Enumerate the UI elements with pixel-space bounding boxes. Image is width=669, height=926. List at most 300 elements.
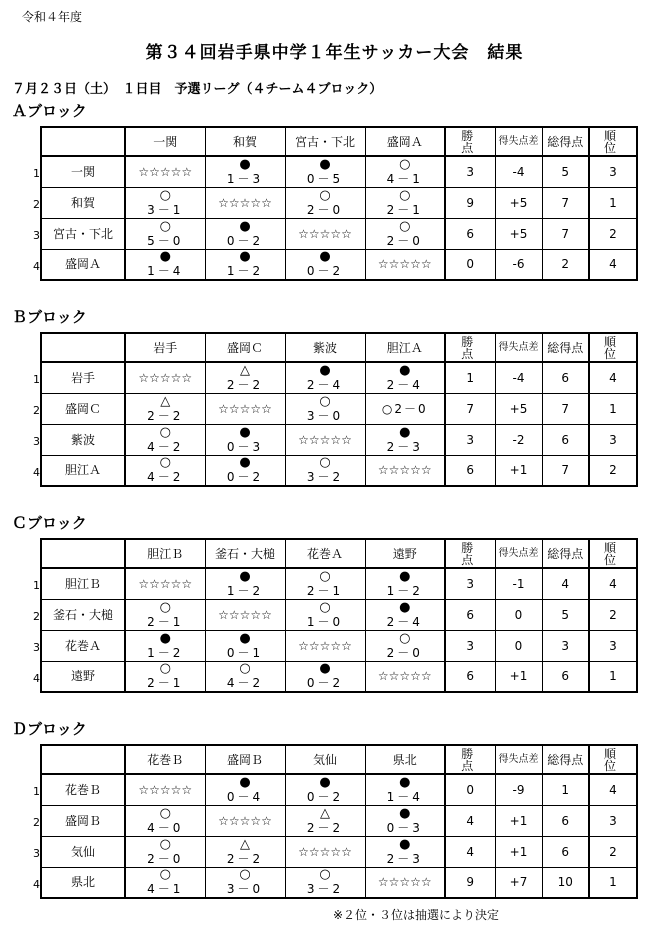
draw-mark: △ — [320, 805, 330, 821]
loss-mark: ● — [239, 156, 251, 172]
opponent-header: 和賀 — [205, 127, 285, 156]
match-score: 0－4 — [226, 789, 264, 804]
loss-mark: ● — [159, 630, 171, 646]
points-value: 0 — [445, 774, 495, 805]
match-score: 3－1 — [147, 202, 184, 217]
match-result-cell — [365, 424, 445, 455]
points-value: 6 — [445, 599, 495, 630]
rank-value: 1 — [589, 187, 637, 218]
goal-diff-value: +1 — [495, 661, 542, 692]
loss-mark: ● — [239, 455, 251, 471]
row-number: 3 — [33, 435, 40, 448]
points-value: 3 — [445, 424, 495, 455]
table-header-row — [41, 745, 637, 774]
opponent-header: 遠野 — [365, 539, 445, 568]
opponent-header: 釜石・大槌 — [205, 539, 285, 568]
self-mark: ☆☆☆☆☆ — [298, 844, 352, 859]
match-score: 5－0 — [147, 233, 184, 248]
corner-cell — [41, 333, 125, 362]
row-number: 3 — [33, 229, 40, 242]
points-value: 9 — [445, 187, 495, 218]
opponent-header: 胆江Ａ — [365, 333, 445, 362]
table-row — [41, 187, 637, 218]
opponent-header: 紫波 — [285, 333, 365, 362]
rank-header: 順 位 — [589, 127, 637, 156]
self-mark: ☆☆☆☆☆ — [138, 370, 193, 385]
self-match-cell — [205, 805, 285, 836]
goal-diff-value: +5 — [495, 218, 542, 249]
table-row — [41, 393, 637, 424]
row-number: 1 — [33, 167, 40, 180]
row-number: 1 — [33, 373, 40, 386]
win-mark: ○ — [159, 187, 171, 203]
goals-for-value: 6 — [542, 661, 589, 692]
draw-mark: △ — [240, 362, 250, 378]
row-number: 2 — [33, 198, 40, 211]
goal-diff-header: 得失点差 — [495, 539, 542, 568]
match-score: 4－2 — [147, 470, 184, 485]
goal-diff-value: +5 — [495, 393, 542, 424]
match-score: 1－4 — [386, 789, 423, 804]
block-results-table — [40, 538, 641, 693]
match-result-cell — [285, 599, 365, 630]
points-header: 勝 点 — [445, 127, 495, 156]
page-title: 第３４回岩手県中学１年生サッカー大会 結果 — [145, 43, 524, 63]
opponent-header: 気仙 — [285, 745, 365, 774]
table-row — [41, 455, 637, 486]
rank-value: 2 — [589, 218, 637, 249]
loss-mark: ● — [399, 362, 411, 378]
goal-diff-value: -6 — [495, 249, 542, 280]
loss-mark: ● — [239, 568, 251, 584]
win-mark: ○ — [159, 661, 171, 677]
goals-for-value: 7 — [542, 393, 589, 424]
rank-value: 3 — [589, 424, 637, 455]
row-number: 4 — [33, 672, 40, 685]
win-mark: ○ — [319, 393, 331, 409]
win-mark: ○ — [159, 867, 171, 883]
self-match-cell — [125, 156, 205, 187]
loss-mark: ● — [239, 249, 251, 265]
win-mark: ○ — [319, 187, 331, 203]
table-row — [41, 805, 637, 836]
goals-for-value: 5 — [542, 156, 589, 187]
rank-value: 4 — [589, 774, 637, 805]
self-mark: ☆☆☆☆☆ — [377, 669, 432, 684]
goals-for-value: 10 — [542, 867, 589, 898]
goals-for-header: 総得点 — [542, 745, 589, 774]
match-result-cell — [365, 218, 445, 249]
match-result-cell — [205, 218, 285, 249]
match-score: 2－2 — [226, 851, 264, 866]
row-number: 2 — [33, 610, 40, 623]
team-name: 和賀 — [41, 187, 125, 218]
match-score: 4－2 — [226, 676, 264, 691]
table-row — [41, 599, 637, 630]
loss-mark: ● — [159, 249, 171, 265]
match-score: 1－0 — [306, 614, 344, 629]
match-result-cell — [205, 661, 285, 692]
rank-value: 1 — [589, 867, 637, 898]
goals-for-value: 7 — [542, 455, 589, 486]
goals-for-header: 総得点 — [542, 127, 589, 156]
match-score: 2－0 — [386, 645, 423, 660]
row-number: 4 — [33, 260, 40, 273]
self-mark: ☆☆☆☆☆ — [298, 432, 352, 447]
opponent-header: 県北 — [365, 745, 445, 774]
match-result-cell — [205, 156, 285, 187]
match-score: 0－3 — [226, 439, 264, 454]
table-row — [41, 774, 637, 805]
match-score: 1－2 — [147, 645, 184, 660]
match-result-cell — [365, 393, 445, 424]
points-value: 6 — [445, 661, 495, 692]
self-match-cell — [285, 218, 365, 249]
match-score: 1－3 — [226, 171, 264, 186]
self-match-cell — [125, 362, 205, 393]
goals-for-value: 1 — [542, 774, 589, 805]
rank-value: 4 — [589, 362, 637, 393]
match-result-cell — [125, 249, 205, 280]
opponent-header: 胆江Ｂ — [125, 539, 205, 568]
match-score: 2－4 — [386, 614, 423, 629]
match-result-cell — [125, 661, 205, 692]
self-match-cell — [205, 393, 285, 424]
match-score: 2－1 — [147, 614, 184, 629]
row-number: 1 — [33, 579, 40, 592]
opponent-header: 宮古・下北 — [285, 127, 365, 156]
goal-diff-value: -9 — [495, 774, 542, 805]
match-score: 2－1 — [147, 676, 184, 691]
match-result-cell — [285, 362, 365, 393]
opponent-header: 盛岡Ａ — [365, 127, 445, 156]
match-result-cell — [125, 424, 205, 455]
rank-value: 2 — [589, 455, 637, 486]
loss-mark: ● — [399, 424, 411, 440]
goal-diff-value: +1 — [495, 836, 542, 867]
block-results-table — [40, 332, 641, 487]
self-mark: ☆☆☆☆☆ — [377, 257, 432, 272]
match-score: 0－5 — [306, 171, 344, 186]
points-header: 勝 点 — [445, 539, 495, 568]
goal-diff-value: -4 — [495, 156, 542, 187]
rank-value: 1 — [589, 661, 637, 692]
self-match-cell — [365, 867, 445, 898]
goals-for-value: 2 — [542, 249, 589, 280]
win-mark: ○ — [159, 424, 171, 440]
win-mark: ○ — [159, 599, 171, 615]
match-result-cell — [365, 630, 445, 661]
row-number: 4 — [33, 878, 40, 891]
table-row — [41, 568, 637, 599]
loss-mark: ● — [399, 774, 411, 790]
match-score: 2－2 — [306, 820, 344, 835]
win-mark: ○ — [159, 455, 171, 471]
table-row — [41, 218, 637, 249]
goal-diff-value: -1 — [495, 568, 542, 599]
self-match-cell — [125, 774, 205, 805]
match-score: 4－1 — [147, 882, 184, 897]
team-name: 一関 — [41, 156, 125, 187]
match-result-inline: ○2－0 — [381, 401, 428, 416]
table-row — [41, 249, 637, 280]
win-mark: ○ — [399, 156, 411, 172]
self-mark: ☆☆☆☆☆ — [298, 226, 352, 241]
loss-mark: ● — [319, 661, 331, 677]
match-score: 4－0 — [147, 820, 184, 835]
self-mark: ☆☆☆☆☆ — [138, 576, 193, 591]
self-mark: ☆☆☆☆☆ — [218, 813, 272, 828]
rank-value: 2 — [589, 599, 637, 630]
loss-mark: ● — [399, 836, 411, 852]
team-name: 盛岡Ｃ — [41, 393, 125, 424]
loss-mark: ● — [239, 630, 251, 646]
win-mark: ○ — [319, 867, 331, 883]
match-score: 0－2 — [306, 676, 344, 691]
goal-diff-value: +5 — [495, 187, 542, 218]
match-score: 1－2 — [226, 583, 264, 598]
tiebreak-note: ※２位・３位は抽選により決定 — [333, 908, 500, 922]
self-match-cell — [205, 187, 285, 218]
row-number: 2 — [33, 816, 40, 829]
self-match-cell — [285, 424, 365, 455]
win-mark: ○ — [399, 630, 411, 646]
team-name: 宮古・下北 — [41, 218, 125, 249]
match-result-cell — [205, 867, 285, 898]
team-name: 胆江Ａ — [41, 455, 125, 486]
block-results-table — [40, 126, 641, 281]
match-score: 4－2 — [147, 439, 184, 454]
goal-diff-value: +1 — [495, 455, 542, 486]
match-result-cell — [285, 156, 365, 187]
match-result-cell — [285, 661, 365, 692]
match-score: 2－0 — [306, 202, 344, 217]
block-heading: Ｄブロック — [12, 720, 87, 738]
win-mark: ○ — [319, 455, 331, 471]
win-mark: ○ — [399, 218, 411, 234]
goal-diff-value: 0 — [495, 630, 542, 661]
match-result-cell — [205, 836, 285, 867]
win-mark: ○ — [239, 867, 251, 883]
goals-for-value: 4 — [542, 568, 589, 599]
win-mark: ○ — [159, 836, 171, 852]
match-result-cell — [365, 362, 445, 393]
match-result-cell — [125, 455, 205, 486]
self-match-cell — [125, 568, 205, 599]
self-mark: ☆☆☆☆☆ — [218, 195, 272, 210]
loss-mark: ● — [319, 249, 331, 265]
loss-mark: ● — [399, 599, 411, 615]
match-result-cell — [365, 836, 445, 867]
row-number: 4 — [33, 466, 40, 479]
opponent-header: 花巻Ｂ — [125, 745, 205, 774]
loss-mark: ● — [239, 424, 251, 440]
match-score: 0－2 — [306, 789, 344, 804]
team-name: 花巻Ｂ — [41, 774, 125, 805]
points-value: 4 — [445, 836, 495, 867]
match-score: 0－2 — [306, 264, 344, 279]
win-mark: ○ — [319, 568, 331, 584]
match-result-cell — [205, 774, 285, 805]
goal-diff-value: +1 — [495, 805, 542, 836]
match-result-cell — [285, 774, 365, 805]
loss-mark: ● — [319, 774, 331, 790]
match-score: 3－0 — [306, 408, 344, 423]
self-mark: ☆☆☆☆☆ — [218, 401, 272, 416]
match-result-cell — [365, 187, 445, 218]
rank-value: 3 — [589, 630, 637, 661]
goal-diff-header: 得失点差 — [495, 127, 542, 156]
table-row — [41, 661, 637, 692]
match-result-cell — [125, 867, 205, 898]
rank-value: 1 — [589, 393, 637, 424]
self-match-cell — [365, 249, 445, 280]
block-heading: Ｂブロック — [12, 308, 87, 326]
match-score: 1－4 — [147, 264, 184, 279]
opponent-header: 盛岡Ｂ — [205, 745, 285, 774]
self-match-cell — [365, 455, 445, 486]
match-score: 2－2 — [226, 377, 264, 392]
round-subtitle: ７月２３日（土） １日目 予選リーグ（４チーム４ブロック） — [12, 82, 383, 97]
goal-diff-value: +7 — [495, 867, 542, 898]
match-score: 2－4 — [386, 377, 423, 392]
match-result-cell — [285, 187, 365, 218]
goals-for-value: 5 — [542, 599, 589, 630]
self-match-cell — [285, 836, 365, 867]
match-score: 1－2 — [226, 264, 264, 279]
match-result-cell — [285, 393, 365, 424]
match-result-cell — [125, 187, 205, 218]
match-result-cell — [285, 568, 365, 599]
opponent-header: 一関 — [125, 127, 205, 156]
match-result-cell — [125, 599, 205, 630]
rank-header: 順 位 — [589, 539, 637, 568]
rank-header: 順 位 — [589, 333, 637, 362]
points-value: 3 — [445, 630, 495, 661]
table-row — [41, 630, 637, 661]
loss-mark: ● — [239, 218, 251, 234]
win-mark: ○ — [239, 661, 251, 677]
match-result-cell — [205, 249, 285, 280]
goal-diff-value: 0 — [495, 599, 542, 630]
points-value: 3 — [445, 156, 495, 187]
rank-value: 3 — [589, 156, 637, 187]
match-result-cell — [205, 424, 285, 455]
table-row — [41, 156, 637, 187]
points-value: 7 — [445, 393, 495, 424]
match-result-cell — [365, 156, 445, 187]
match-result-cell — [365, 774, 445, 805]
loss-mark: ● — [319, 156, 331, 172]
rank-value: 3 — [589, 805, 637, 836]
loss-mark: ● — [399, 568, 411, 584]
match-score: 4－1 — [386, 171, 423, 186]
goal-diff-value: -4 — [495, 362, 542, 393]
table-header-row — [41, 333, 637, 362]
win-mark: ○ — [159, 805, 171, 821]
table-row — [41, 424, 637, 455]
draw-mark: △ — [240, 836, 250, 852]
team-name: 岩手 — [41, 362, 125, 393]
win-mark: ○ — [319, 599, 331, 615]
team-name: 盛岡Ａ — [41, 249, 125, 280]
team-name: 県北 — [41, 867, 125, 898]
match-result-cell — [125, 393, 205, 424]
row-number: 3 — [33, 641, 40, 654]
goals-for-value: 7 — [542, 218, 589, 249]
win-mark: ○ — [399, 187, 411, 203]
goals-for-value: 7 — [542, 187, 589, 218]
fiscal-year-label: 令和４年度 — [22, 10, 83, 24]
match-score: 0－1 — [226, 645, 264, 660]
match-score: 2－1 — [306, 583, 344, 598]
match-result-cell — [285, 455, 365, 486]
self-mark: ☆☆☆☆☆ — [138, 164, 193, 179]
points-header: 勝 点 — [445, 745, 495, 774]
match-score: 0－3 — [386, 820, 423, 835]
self-mark: ☆☆☆☆☆ — [298, 638, 352, 653]
points-value: 9 — [445, 867, 495, 898]
team-name: 遠野 — [41, 661, 125, 692]
points-value: 6 — [445, 218, 495, 249]
match-score: 2－3 — [386, 439, 423, 454]
match-score: 2－2 — [147, 408, 184, 423]
match-result-cell — [365, 568, 445, 599]
corner-cell — [41, 745, 125, 774]
match-score: 0－2 — [226, 233, 264, 248]
rank-value: 4 — [589, 249, 637, 280]
match-result-cell — [365, 805, 445, 836]
corner-cell — [41, 539, 125, 568]
team-name: 盛岡Ｂ — [41, 805, 125, 836]
row-number: 1 — [33, 785, 40, 798]
match-score: 2－3 — [386, 851, 423, 866]
corner-cell — [41, 127, 125, 156]
match-result-cell — [205, 568, 285, 599]
self-mark: ☆☆☆☆☆ — [138, 782, 193, 797]
table-row — [41, 836, 637, 867]
rank-header: 順 位 — [589, 745, 637, 774]
table-header-row — [41, 127, 637, 156]
goals-for-value: 6 — [542, 836, 589, 867]
goals-for-value: 3 — [542, 630, 589, 661]
goals-for-header: 総得点 — [542, 333, 589, 362]
match-result-cell — [285, 805, 365, 836]
row-number: 3 — [33, 847, 40, 860]
self-match-cell — [365, 661, 445, 692]
team-name: 紫波 — [41, 424, 125, 455]
team-name: 釜石・大槌 — [41, 599, 125, 630]
goals-for-value: 6 — [542, 805, 589, 836]
match-result-cell — [125, 836, 205, 867]
match-score: 2－1 — [386, 202, 423, 217]
self-mark: ☆☆☆☆☆ — [377, 875, 432, 890]
match-score: 3－2 — [306, 470, 344, 485]
match-score: 3－2 — [306, 882, 344, 897]
table-header-row — [41, 539, 637, 568]
goal-diff-value: -2 — [495, 424, 542, 455]
match-result-cell — [205, 362, 285, 393]
match-score: 2－0 — [147, 851, 184, 866]
team-name: 花巻Ａ — [41, 630, 125, 661]
block-heading: Ａブロック — [12, 102, 87, 120]
table-row — [41, 362, 637, 393]
match-result-cell — [125, 805, 205, 836]
team-name: 気仙 — [41, 836, 125, 867]
match-result-cell — [205, 455, 285, 486]
match-score: 3－0 — [226, 882, 264, 897]
match-score: 2－0 — [386, 233, 423, 248]
